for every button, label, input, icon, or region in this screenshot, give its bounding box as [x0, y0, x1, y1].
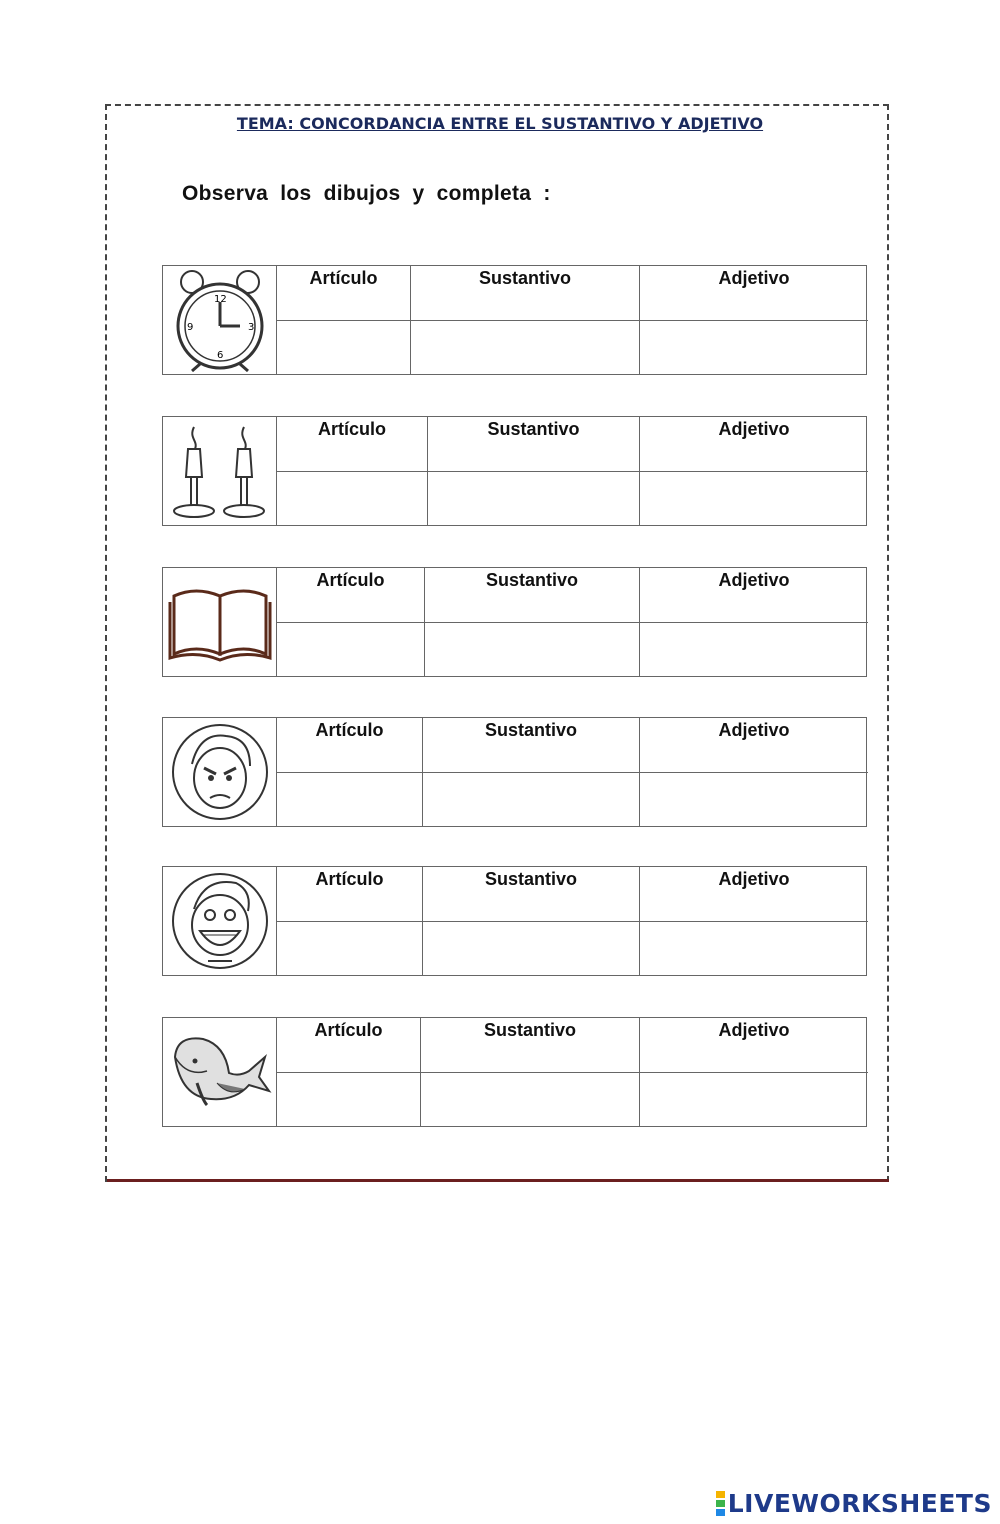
- liveworksheets-logo-icon: [716, 1490, 725, 1517]
- cell-sustantivo: [411, 266, 640, 374]
- cell-articulo: [277, 266, 411, 374]
- liveworksheets-logo[interactable]: [716, 1489, 992, 1518]
- cell-sustantivo: [425, 568, 640, 676]
- svg-text:9: 9: [186, 322, 193, 333]
- cell-articulo: [277, 568, 425, 676]
- adjetivo-answer-field[interactable]: [640, 623, 868, 676]
- adjetivo-answer-field[interactable]: [640, 472, 868, 525]
- alarm-clock-icon: [163, 266, 277, 374]
- adjetivo-header: Adjetivo: [640, 1018, 868, 1073]
- whale-icon: [163, 1018, 277, 1126]
- sustantivo-answer-field[interactable]: [425, 623, 639, 676]
- open-book-icon: [163, 568, 277, 676]
- sustantivo-answer-field[interactable]: [428, 472, 639, 525]
- svg-text:12: 12: [213, 294, 227, 305]
- articulo-answer-field[interactable]: [277, 773, 422, 826]
- happy-boy-icon: [163, 867, 277, 975]
- cell-articulo: [277, 1018, 421, 1126]
- articulo-answer-field[interactable]: [277, 472, 427, 525]
- articulo-answer-field[interactable]: [277, 623, 424, 676]
- cell-sustantivo: [423, 718, 640, 826]
- cell-sustantivo: [428, 417, 640, 525]
- adjetivo-header: Adjetivo: [640, 718, 868, 773]
- articulo-header: Artículo: [277, 568, 424, 623]
- articulo-header: Artículo: [277, 266, 410, 321]
- svg-text:6: 6: [216, 350, 223, 361]
- adjetivo-header: Adjetivo: [640, 568, 868, 623]
- cell-adjetivo: [640, 568, 868, 676]
- cell-adjetivo: [640, 266, 868, 374]
- instruction-text: Observa los dibujos y completa :: [182, 182, 551, 205]
- sustantivo-answer-field[interactable]: [411, 321, 639, 374]
- exercise-row-1: [162, 265, 867, 375]
- articulo-answer-field[interactable]: [277, 922, 422, 975]
- angry-boy-icon: [163, 718, 277, 826]
- exercise-row-5: [162, 866, 867, 976]
- adjetivo-header: Adjetivo: [640, 417, 868, 472]
- exercise-row-3: [162, 567, 867, 677]
- exercise-row-6: [162, 1017, 867, 1127]
- sustantivo-header: Sustantivo: [423, 718, 639, 773]
- adjetivo-header: Adjetivo: [640, 266, 868, 321]
- sustantivo-header: Sustantivo: [425, 568, 639, 623]
- exercise-row-2: [162, 416, 867, 526]
- cell-sustantivo: [423, 867, 640, 975]
- sustantivo-answer-field[interactable]: [421, 1073, 639, 1126]
- adjetivo-answer-field[interactable]: [640, 773, 868, 826]
- cell-adjetivo: [640, 417, 868, 525]
- cell-articulo: [277, 718, 423, 826]
- cell-sustantivo: [421, 1018, 640, 1126]
- cell-adjetivo: [640, 718, 868, 826]
- articulo-answer-field[interactable]: [277, 321, 410, 374]
- articulo-header: Artículo: [277, 417, 427, 472]
- adjetivo-answer-field[interactable]: [640, 321, 868, 374]
- sustantivo-answer-field[interactable]: [423, 773, 639, 826]
- articulo-header: Artículo: [277, 867, 422, 922]
- cell-adjetivo: [640, 867, 868, 975]
- exercise-row-4: [162, 717, 867, 827]
- articulo-header: Artículo: [277, 1018, 420, 1073]
- cell-adjetivo: [640, 1018, 868, 1126]
- candles-icon: [163, 417, 277, 525]
- adjetivo-answer-field[interactable]: [640, 1073, 868, 1126]
- cell-articulo: [277, 417, 428, 525]
- cell-articulo: [277, 867, 423, 975]
- articulo-answer-field[interactable]: [277, 1073, 420, 1126]
- liveworksheets-logo-text: LIVEWORKSHEETS: [727, 1489, 992, 1518]
- sustantivo-header: Sustantivo: [411, 266, 639, 321]
- sustantivo-header: Sustantivo: [421, 1018, 639, 1073]
- worksheet-title: TEMA: CONCORDANCIA ENTRE EL SUSTANTIVO Y ADJETIVO: [236, 114, 764, 133]
- sustantivo-answer-field[interactable]: [423, 922, 639, 975]
- svg-text:3: 3: [247, 322, 254, 333]
- adjetivo-answer-field[interactable]: [640, 922, 868, 975]
- worksheet-bottom-rule: [107, 1179, 889, 1182]
- sustantivo-header: Sustantivo: [428, 417, 639, 472]
- adjetivo-header: Adjetivo: [640, 867, 868, 922]
- sustantivo-header: Sustantivo: [423, 867, 639, 922]
- articulo-header: Artículo: [277, 718, 422, 773]
